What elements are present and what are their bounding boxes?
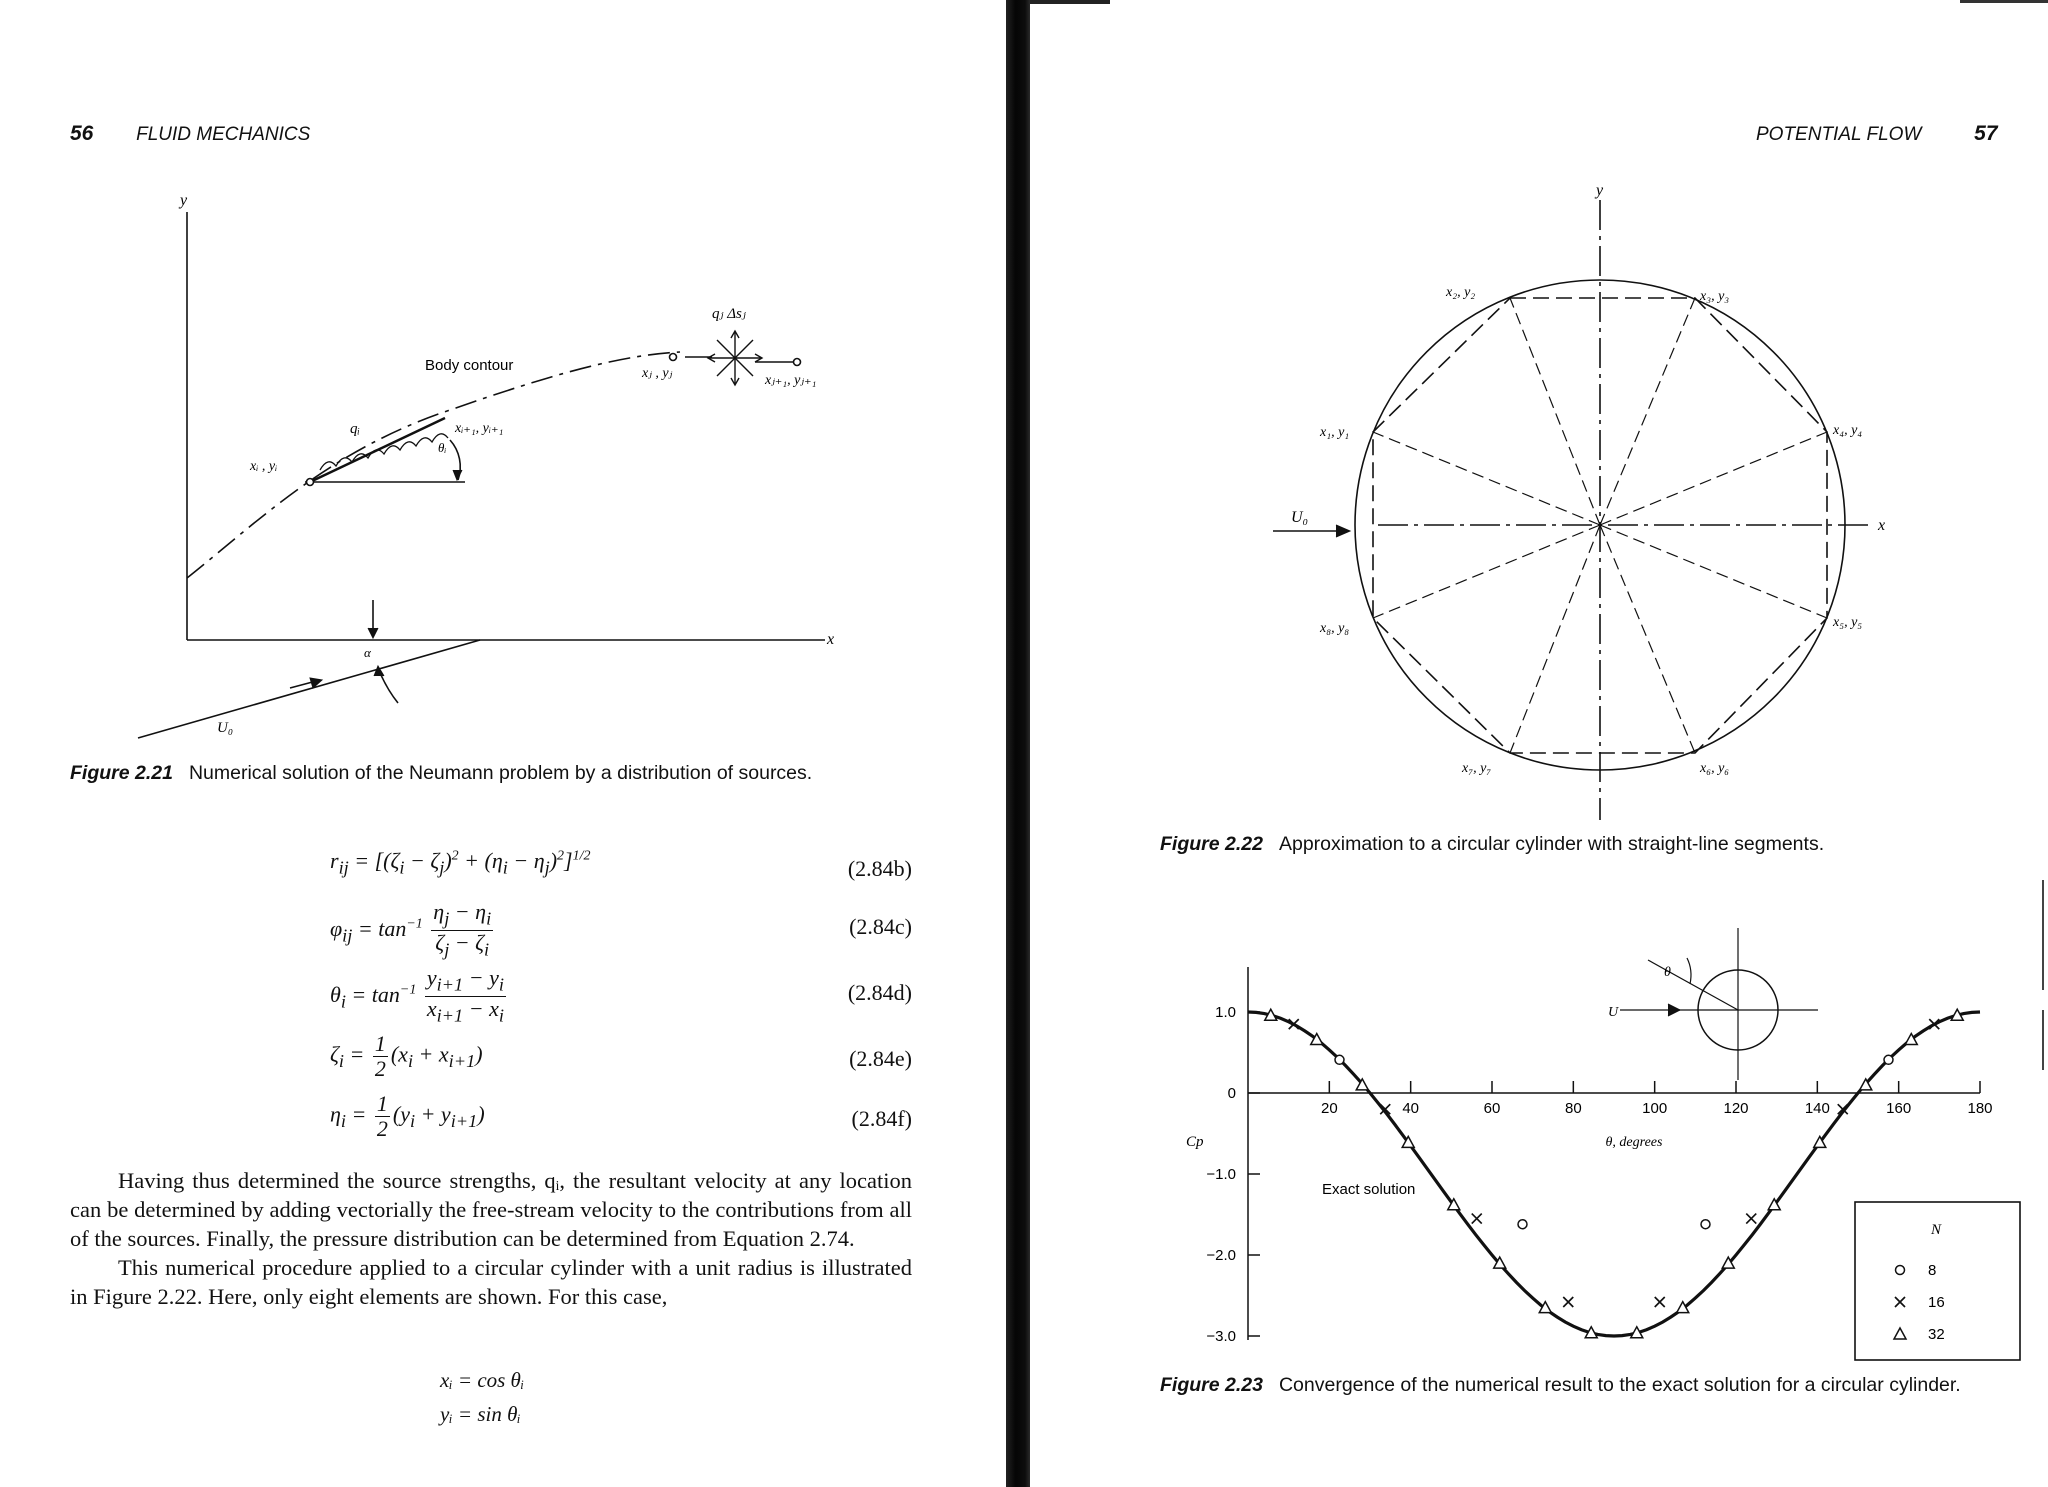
final-eq-y: yᵢ = sin θᵢ xyxy=(440,1402,521,1426)
fig222-point-8: x₈, y₈ xyxy=(1320,621,1350,636)
fig222-u0-label: U₀ xyxy=(1291,509,1309,526)
fig221-theta-label: θᵢ xyxy=(438,440,447,455)
chart-y-label: Cp xyxy=(1186,1134,1204,1150)
chart-point-circle xyxy=(1701,1220,1710,1229)
chart-x-tick-label: 160 xyxy=(1886,1100,1912,1117)
fig222-point-7: x₇, y₇ xyxy=(1462,761,1492,776)
fig221-source-loops xyxy=(320,434,448,470)
chart-y-ticks xyxy=(1206,1004,1260,1345)
fig221-source-star xyxy=(708,331,762,385)
right-page-number: 57 xyxy=(1974,122,1998,145)
eq-2-84b-number: (2.84b) xyxy=(847,856,912,881)
chart-inset-diagram xyxy=(1620,928,1818,1080)
paragraph-1: Having thus determined the source strengths, qᵢ, the resultant velocity at any location can be determined by adding vectorially the free-stream velocity to the contributions from all of the sources. Finally, the pressure distribution can be determined from Equation 2.74. xyxy=(70,1168,912,1251)
fig223-caption-text: Convergence of the numerical result to the exact solution for a circular cylinder. xyxy=(1278,1374,1961,1396)
eq-2-84e-number: (2.84e) xyxy=(849,1046,912,1071)
fig221-u0-label: U₀ xyxy=(217,720,234,736)
chart-legend-label: 8 xyxy=(1928,1262,1937,1279)
fig223-caption xyxy=(1160,1372,2040,1399)
left-page-number: 56 xyxy=(70,122,94,145)
chart-legend-label: 32 xyxy=(1928,1326,1945,1343)
figure-2-23-chart xyxy=(1028,900,2048,1380)
equation-2-84b: $r_{ij} = [(\zeta_i - \zeta_j)^2 + (\eta_i - \eta_j)^2]^{1/2}$ (2.84b) xyxy=(330,848,912,881)
chart-point-x xyxy=(1655,1297,1665,1307)
fig221-caption-label: Figure 2.21 xyxy=(70,762,173,784)
chart-x-tick-label: 40 xyxy=(1402,1100,1420,1117)
equation-2-84d: $\theta_i = \tan^{-1}$ $\frac{y_{i+1} - y_i}{x_{i+1} - x_i}$ (2.84d) xyxy=(330,965,912,1026)
chart-y-tick-label: −1.0 xyxy=(1206,1166,1236,1183)
left-body-text xyxy=(70,1166,912,1311)
fig222-point-4: x₄, y₄ xyxy=(1833,423,1863,438)
fig221-axis-x: x xyxy=(827,631,835,648)
equation-2-84e: $\zeta_i$ = $\frac{1}{2}$ $(x_i + x_{i+1})$ (2.84e) xyxy=(330,1031,912,1081)
left-head-title: FLUID MECHANICS xyxy=(136,124,311,145)
fig221-source-label: qⱼ Δsⱼ xyxy=(712,306,746,322)
fig221-panel-start-label: xᵢ , yᵢ xyxy=(250,459,278,474)
fig221-source-right-label: xⱼ₊₁, yⱼ₊₁ xyxy=(765,373,817,388)
chart-point-x xyxy=(1563,1297,1573,1307)
fig221-q-label: qᵢ xyxy=(350,421,360,437)
fig221-panel-start xyxy=(307,479,314,486)
chart-annotation: Exact solution xyxy=(1322,1181,1416,1198)
chart-inset-theta: θ xyxy=(1664,965,1671,980)
chart-inset-u: U xyxy=(1608,1005,1619,1020)
chart-x-tick-label: 20 xyxy=(1320,1100,1338,1117)
fig221-caption-text: Numerical solution of the Neumann problem by a distribution of sources. xyxy=(188,762,813,784)
chart-legend-marker xyxy=(1895,1297,1905,1307)
fig221-panel-end-label: xᵢ₊₁, yᵢ₊₁ xyxy=(455,421,504,436)
paragraph-2: This numerical procedure applied to a circular cylinder with a unit radius is illustrated in Figure 2.22. Here, only eight elements are shown. For this case, xyxy=(70,1255,912,1309)
eq-2-84d-number: (2.84d) xyxy=(847,980,912,1005)
chart-point-circle xyxy=(1884,1055,1893,1064)
book-gutter xyxy=(1006,0,1030,1487)
fig222-caption xyxy=(1160,831,2020,858)
chart-x-tick-label: 120 xyxy=(1723,1100,1749,1117)
chart-x-tick-label: 140 xyxy=(1804,1100,1830,1117)
chart-point-circle xyxy=(1335,1055,1344,1064)
fig221-freestream-line xyxy=(138,640,480,738)
chart-x-tick-label: 80 xyxy=(1564,1100,1582,1117)
chart-point-circle xyxy=(1518,1220,1527,1229)
equation-2-84f: $\eta_i$ = $\frac{1}{2}$ $(y_i + y_{i+1})$ (2.84f) xyxy=(330,1091,912,1141)
fig222-axis-x: x xyxy=(1878,517,1886,534)
fig223-caption-label: Figure 2.23 xyxy=(1160,1374,1263,1396)
fig222-point-5: x₅, y₅ xyxy=(1833,615,1863,630)
chart-y-tick-label: 0 xyxy=(1227,1085,1236,1102)
final-eq-x: xᵢ = cos θᵢ xyxy=(440,1368,525,1392)
chart-y-tick-label: 1.0 xyxy=(1215,1004,1236,1021)
fig222-point-2: x₂, y₂ xyxy=(1446,285,1476,300)
fig222-caption-label: Figure 2.22 xyxy=(1160,833,1263,855)
chart-x-tick-label: 100 xyxy=(1642,1100,1668,1117)
fig221-body-contour-label: Body contour xyxy=(425,357,514,374)
chart-x-ticks xyxy=(1321,1081,1993,1117)
fig221-source-left xyxy=(670,354,677,361)
fig221-axis-y: y xyxy=(180,192,188,209)
chart-y-tick-label: −2.0 xyxy=(1206,1247,1236,1264)
chart-exact-curve xyxy=(1248,1012,1980,1336)
chart-legend-marker xyxy=(1896,1266,1905,1275)
chart-x-label: θ, degrees xyxy=(1605,1135,1663,1150)
chart-legend-marker xyxy=(1894,1328,1906,1339)
chart-legend-title: N xyxy=(1930,1222,1942,1238)
right-page xyxy=(1028,0,2048,1487)
figure-2-21 xyxy=(0,0,1005,760)
chart-point-x xyxy=(1746,1214,1756,1224)
equation-2-84c: $\varphi_{ij} = \tan^{-1}$ $\frac{\eta_j - \eta_i}{\zeta_j - \zeta_i}$ (2.84c) xyxy=(330,899,912,960)
fig222-axis-y: y xyxy=(1596,182,1604,199)
fig221-alpha-label: α xyxy=(364,645,371,660)
fig222-point-1: x₁, y₁ xyxy=(1320,425,1350,440)
eq-2-84c-number: (2.84c) xyxy=(849,914,912,939)
chart-point-x xyxy=(1472,1214,1482,1224)
chart-markers xyxy=(1265,1009,1963,1338)
fig221-source-right xyxy=(794,359,801,366)
chart-x-tick-label: 180 xyxy=(1967,1100,1993,1117)
left-page xyxy=(0,0,1005,1487)
chart-legend-entries xyxy=(1894,1262,1945,1343)
chart-y-tick-label: −3.0 xyxy=(1206,1328,1236,1345)
chart-legend-label: 16 xyxy=(1928,1294,1945,1311)
right-head-title: POTENTIAL FLOW xyxy=(1756,124,1922,145)
fig222-point-3: x₃, y₃ xyxy=(1700,289,1730,304)
chart-x-tick-label: 60 xyxy=(1483,1100,1501,1117)
eq-2-84f-number: (2.84f) xyxy=(851,1106,912,1131)
fig221-source-left-label: xⱼ , yⱼ xyxy=(642,366,673,381)
fig222-caption-text: Approximation to a circular cylinder with straight-line segments. xyxy=(1278,833,1825,855)
figure-2-22 xyxy=(1028,0,2048,830)
fig222-point-6: x₆, y₆ xyxy=(1700,761,1730,776)
fig221-caption xyxy=(70,760,912,787)
